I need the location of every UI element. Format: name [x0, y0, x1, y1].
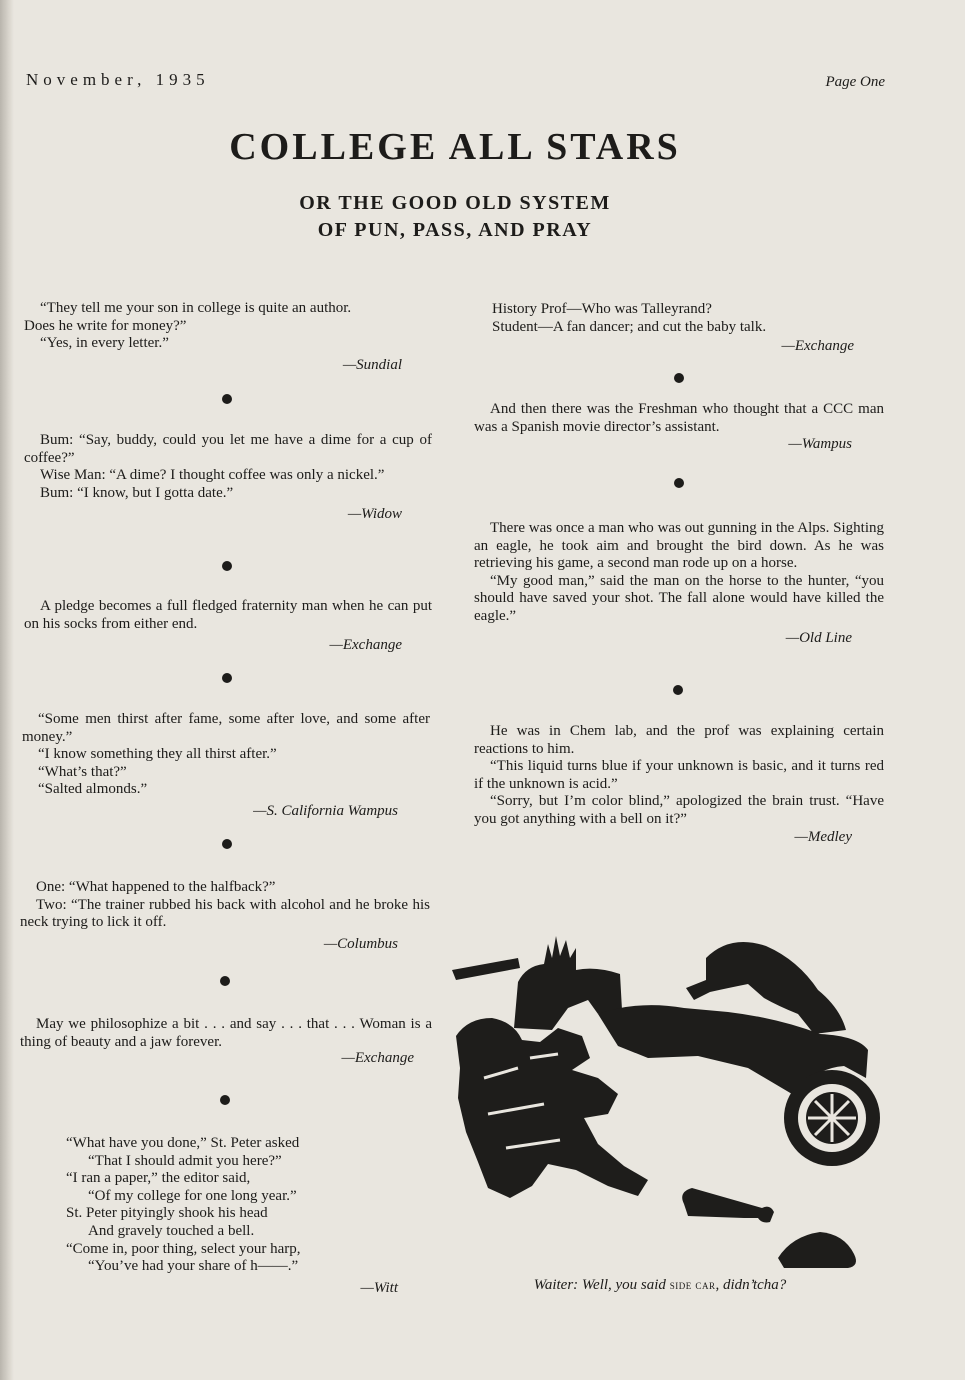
joke-line: He was in Chem lab, and the prof was explaining certain reactions to him. — [474, 723, 884, 757]
joke-line: A pledge becomes a full fledged fraternity man when he can put on his socks from either end. — [24, 598, 432, 632]
joke-line: May we philosophize a bit . . . and say . . . that . . . Woman is a thing of beauty and a jaw forever. — [20, 1016, 432, 1050]
poem-st-peter — [66, 1135, 406, 1297]
poem-line: St. Peter pityingly shook his head — [66, 1205, 268, 1222]
joke-source: —Exchange — [781, 338, 854, 355]
joke-source: —Medley — [794, 828, 852, 845]
joke-line: One: “What happened to the halfback?” — [36, 879, 276, 895]
poem-line: “I ran a paper,” the editor said, — [66, 1170, 251, 1187]
subtitle-line-1: OR THE GOOD OLD SYSTEM — [299, 192, 611, 214]
joke-line: “What’s that?” — [38, 763, 127, 780]
joke-line: “This liquid turns blue if your unknown is basic, and it turns red if the unknown is acid.” — [474, 758, 884, 792]
issue-date: November, 1935 — [26, 70, 210, 89]
joke-line: “Yes, in every letter.” — [40, 335, 169, 352]
separator-dot — [222, 394, 232, 404]
wheel-spokes — [808, 1094, 856, 1142]
joke-line: Bum: “Say, buddy, could you let me have a dime for a cup of coffee?” — [24, 432, 432, 466]
page-number: Page One — [825, 74, 885, 90]
woodcut-ink — [452, 936, 880, 1268]
joke-line: Student—A fan dancer; and cut the baby talk. — [492, 318, 767, 335]
separator-dot — [220, 1095, 230, 1105]
knife-shape — [452, 958, 520, 980]
spill-shape — [778, 1232, 856, 1268]
joke-line: “My good man,” said the man on the horse to the hunter, “you should have saved your shot. The fall alone would have killed the eagle.” — [474, 572, 884, 624]
joke-line: “Salted almonds.” — [38, 781, 148, 798]
illustration-caption — [455, 1277, 865, 1294]
joke-line: “Some men thirst after fame, some after love, and some after money.” — [22, 711, 430, 745]
separator-dot — [222, 673, 232, 683]
joke-ccc-man — [474, 401, 884, 454]
joke-line: “Sorry, but I’m color blind,” apologized the brain trust. “Have you got anything with a bell on it?” — [474, 793, 884, 827]
poem-line: “That I should admit you here?” — [88, 1152, 282, 1169]
separator-dot — [222, 561, 232, 571]
separator-dot — [220, 976, 230, 986]
woodcut-illustration — [448, 918, 888, 1274]
separator-dot — [673, 685, 683, 695]
joke-line: “They tell me your son in college is quite an author. — [40, 300, 352, 316]
joke-source: —Wampus — [788, 436, 852, 453]
caption-small-caps: side car — [669, 1277, 716, 1292]
joke-line: Bum: “I know, but I gotta date.” — [40, 484, 234, 501]
joke-eagle — [474, 520, 884, 647]
poem-line: And gravely touched a bell. — [88, 1222, 255, 1239]
separator-dot — [674, 373, 684, 383]
bottle-shape — [682, 1188, 774, 1223]
joke-source: —Sundial — [342, 356, 402, 373]
poem-line: “Come in, poor thing, select your harp, — [66, 1240, 301, 1257]
joke-line: Does he write for money?” — [24, 317, 187, 334]
joke-source: —Columbus — [323, 935, 398, 952]
joke-line: Two: “The trainer rubbed his back with alcohol and he broke his neck trying to lick it off. — [20, 896, 430, 931]
joke-source: —Old Line — [785, 629, 852, 646]
joke-halfback — [20, 879, 430, 953]
joke-source: —Exchange — [341, 1050, 414, 1067]
separator-dot — [674, 478, 684, 488]
poem-line: “Of my college for one long year.” — [88, 1187, 297, 1204]
poem-line: “What have you done,” St. Peter asked — [66, 1135, 300, 1151]
caption-text: Waiter: Well, you said — [533, 1277, 670, 1293]
joke-talleyrand — [492, 301, 854, 356]
caption-text: , didn’tcha? — [715, 1277, 787, 1293]
joke-bum-dime — [24, 432, 432, 524]
joke-line: And then there was the Freshman who thought that a CCC man was a Spanish movie director’s assistant. — [474, 401, 884, 435]
joke-salted-almonds — [22, 711, 430, 821]
joke-source: —Widow — [347, 506, 402, 523]
joke-source: —S. California Wampus — [253, 802, 398, 819]
page-title: COLLEGE ALL STARS — [229, 126, 681, 168]
joke-source: —Exchange — [329, 637, 402, 654]
poem-line: “You’ve had your share of h——.” — [88, 1258, 299, 1275]
joke-color-blind — [474, 723, 884, 846]
separator-dot — [222, 839, 232, 849]
joke-pledge-socks — [24, 598, 432, 655]
poem-source: —Witt — [360, 1279, 398, 1296]
joke-son-author — [24, 300, 432, 374]
joke-line: There was once a man who was out gunning in the Alps. Sighting an eagle, he took aim and brought the bird down. As he was retrieving his game, a second man rode up on a horse. — [474, 520, 884, 572]
joke-line: Wise Man: “A dime? I thought coffee was only a nickel.” — [40, 467, 385, 484]
joke-philosophize — [20, 1016, 432, 1068]
subtitle-line-2: OF PUN, PASS, AND PRAY — [317, 219, 593, 241]
joke-line: History Prof—Who was Talleyrand? — [492, 301, 712, 317]
joke-line: “I know something they all thirst after.” — [38, 746, 277, 763]
